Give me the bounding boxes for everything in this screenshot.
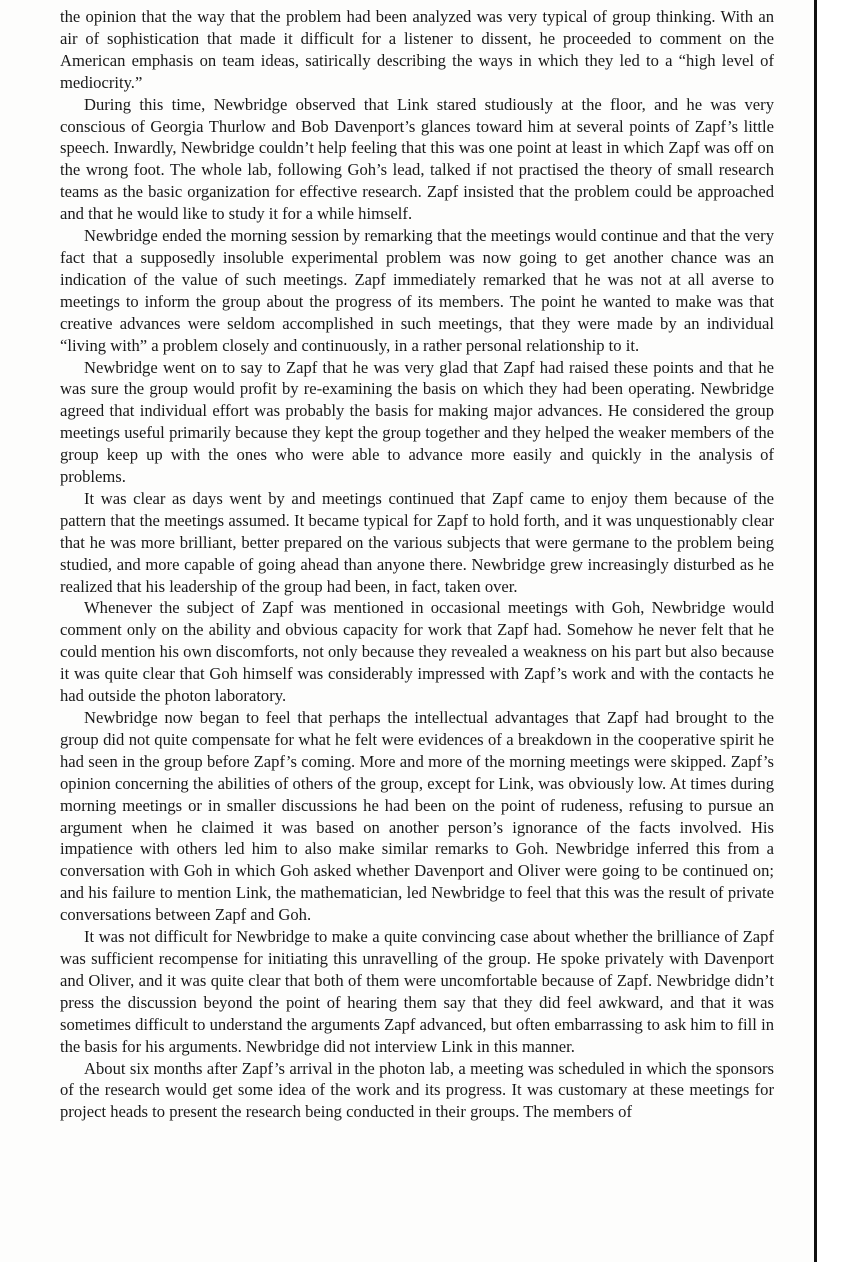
paragraph: It was clear as days went by and meetings continued that Zapf came to enjoy them because of the pattern that the meetings assumed. It became typical for Zapf to hold forth, and it was unquestionably clear that he was more brilliant, better prepared on the various subjects that were germane to the problem being studied, and more capable of going ahead than anyone there. Newbridge grew increasingly disturbed as he realized that his leadership of the group had been, in fact, taken over. [60, 488, 774, 596]
paragraph: During this time, Newbridge observed that Link stared studiously at the floor, and he was very conscious of Georgia Thurlow and Bob Davenport’s glances toward him at several points of Zapf’s little speech. Inwardly, Newbridge couldn’t help feeling that this was one point at least in which Zapf was off on the wrong foot. The whole lab, following Goh’s lead, talked if not practised the theory of small research teams as the basic organization for effective research. Zapf insisted that the problem could be approached and that he would like to study it for a while himself. [60, 94, 774, 224]
paragraph: Newbridge now began to feel that perhaps the intellectual advantages that Zapf had brought to the group did not quite compensate for what he felt were evidences of a breakdown in the cooperative spirit he had seen in the group before Zapf’s coming. More and more of the morning meetings were skipped. Zapf’s opinion concerning the abilities of others of the group, except for Link, was obviously low. At times during morning meetings or in smaller discussions he had been on the point of rudeness, refusing to pursue an argument when he claimed it was based on another person’s ignorance of the facts involved. His impatience with others led him to also make similar remarks to Goh. Newbridge inferred this from a conversation with Goh in which Goh asked whether Davenport and Oliver were going to be continued on; and his failure to mention Link, the mathematician, led Newbridge to feel that this was the result of private conversations between Zapf and Goh. [60, 708, 774, 925]
paragraph-continued: the opinion that the way that the problem had been analyzed was very typical of group thinking. With an air of sophistication that made it difficult for a listener to dissent, he proceeded to comment on the American emphasis on team ideas, satirically describing the ways in which they led to a “high level of mediocrity.” [60, 7, 774, 92]
paragraph: It was not difficult for Newbridge to make a quite convincing case about whether the brilliance of Zapf was sufficient recompense for initiating this unravelling of the group. He spoke privately with Davenport and Oliver, and it was quite clear that both of them were uncomfortable because of Zapf. Newbridge didn’t press the discussion beyond the point of hearing them say that they did feel awkward, and that it was sometimes difficult to understand the arguments Zapf advanced, but often embarrassing to ask him to fill in the basis for his arguments. Newbridge did not interview Link in this manner. [60, 927, 774, 1056]
page-edge-shadow [814, 0, 866, 1262]
paragraph: Whenever the subject of Zapf was mentioned in occasional meetings with Goh, Newbridge would comment only on the ability and obvious capacity for work that Zapf had. Somehow he never felt that he could mention his own discomforts, not only because they revealed a weakness on his part but also because it was quite clear that Goh himself was considerably impressed with Zapf’s work and with the contacts he had outside the photon laboratory. [60, 598, 774, 706]
paragraph: Newbridge went on to say to Zapf that he was very glad that Zapf had raised these points and that he was sure the group would profit by re-examining the basis on which they had been operating. Newbridge agreed that individual effort was probably the basis for making major advances. He considered the group meetings useful primarily because they kept the group together and they helped the weaker members of the group keep up with the ones who were able to advance more easily and quickly in the analysis of problems. [60, 357, 774, 487]
paragraph: About six months after Zapf’s arrival in the photon lab, a meeting was scheduled in which the sponsors of the research would get some idea of the work and its progress. It was customary at these meetings for project heads to present the research being conducted in their groups. The members of [60, 1058, 774, 1122]
paragraph: Newbridge ended the morning session by remarking that the meetings would continue and that the very fact that a supposedly insoluble experimental problem was now going to get another chance was an indication of the value of such meetings. Zapf immediately remarked that he was not at all averse to meetings to inform the group about the progress of its members. The point he wanted to make was that creative advances were seldom accomplished in such meetings, that they were made by an individual “living with” a problem closely and continuously, in a rather personal relationship to it. [60, 226, 774, 355]
body-text [60, 6, 774, 1123]
